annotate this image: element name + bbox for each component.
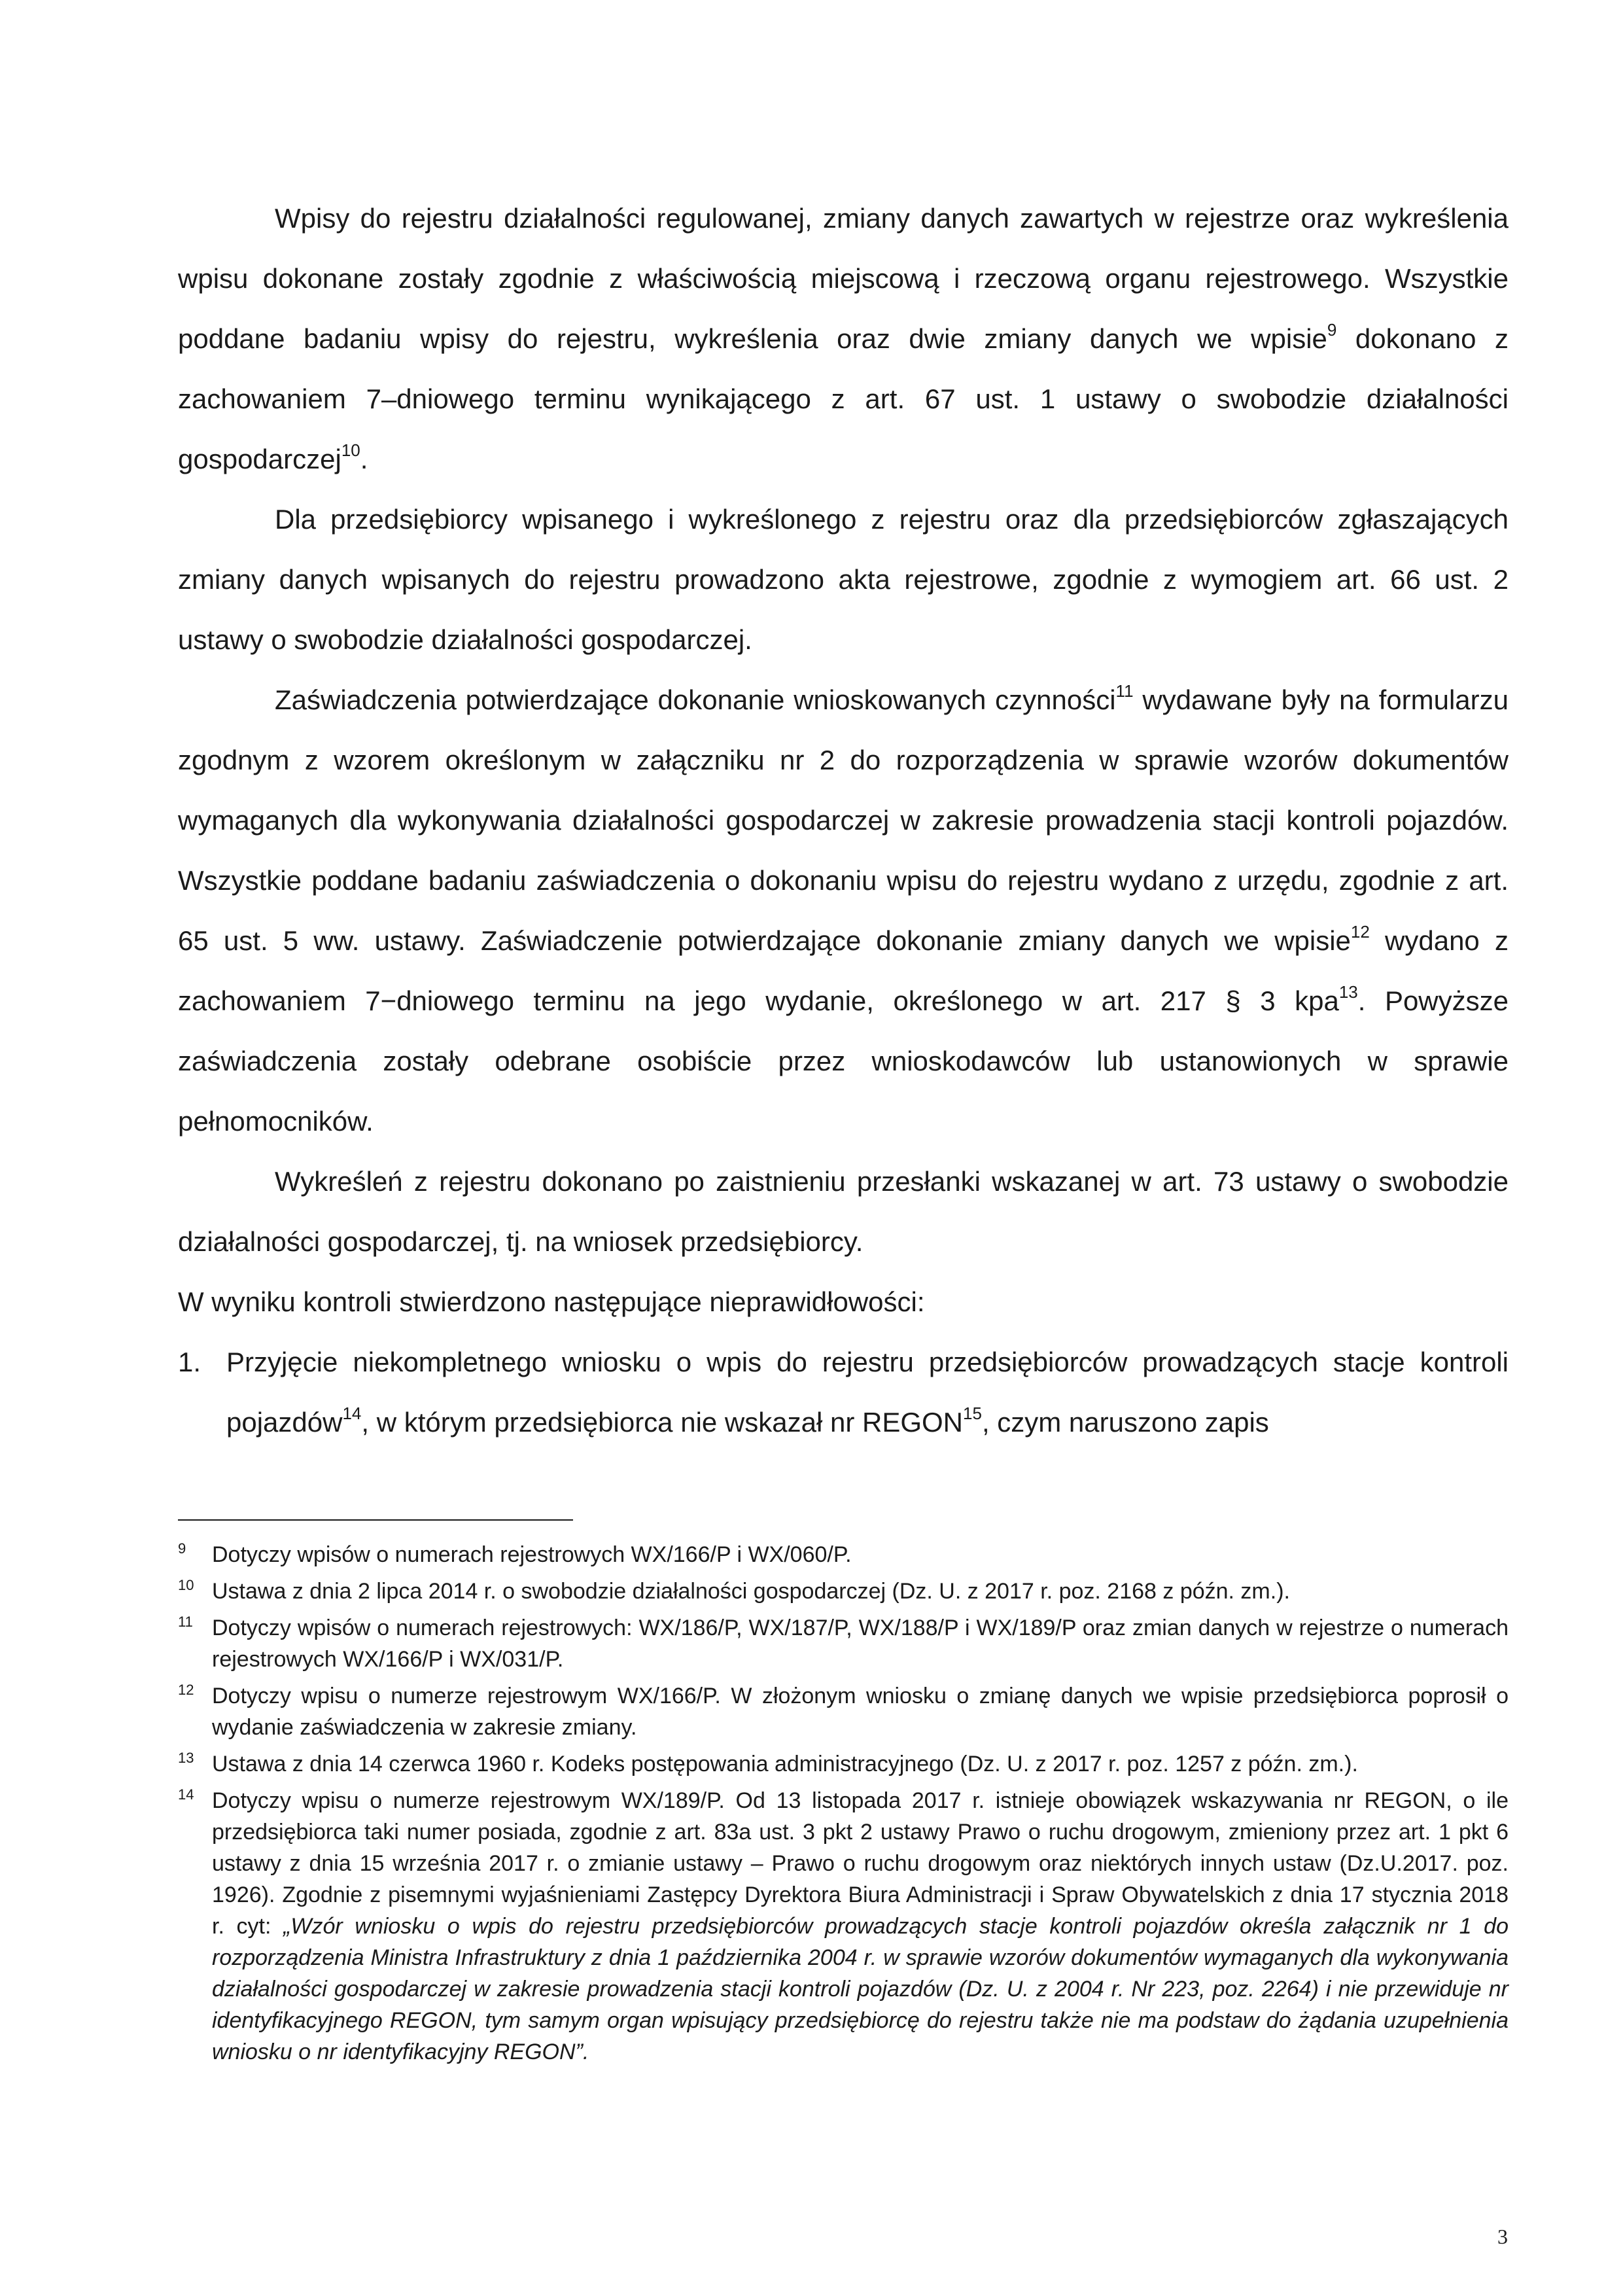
paragraph-4: Wykreśleń z rejestru dokonano po zaistnieniu przesłanki wskazanej w art. 73 ustawy o swobodzie działalności gospodarczej, tj. na wniosek przedsiębiorcy.: [178, 1166, 1509, 1257]
footnote-ref-10: 10: [341, 440, 360, 460]
footnote-ref-9: 9: [1327, 320, 1337, 340]
footnote-ref-14: 14: [342, 1404, 362, 1423]
footnote-quote: „Wzór wniosku o wpis do rejestru przedsiębiorców prowadzących stacje kontroli pojazdów określa załącznik nr 1 do rozporządzenia Ministra Infrastruktury z dnia 1 października 2004 r. w sprawie wzorów dokumentów wymaganych dla wykonywania działalności gospodarczej w zakresie prowadzenia stacji kontroli pojazdów (Dz. U. z 2004 r. Nr 223, poz. 2264) i nie przewiduje nr identyfikacyjnego REGON, tym samym organ wpisujący przedsiębiorcę do rejestru także nie ma podstaw do żądania uzupełnienia wniosku o nr identyfikacyjny REGON”.: [212, 1914, 1509, 2064]
paragraph-3-text-c: wydano z zachowaniem 7−dniowego terminu na jego wydanie, określonego w art. 217 § 3 kpa: [178, 925, 1509, 1016]
footnote-number: 14: [178, 1786, 194, 1803]
footnote-number: 9: [178, 1540, 186, 1557]
footnote-text: Ustawa z dnia 2 lipca 2014 r. o swobodzie działalności gospodarczej (Dz. U. z 2017 r. poz. 2168 z późn. zm.).: [212, 1579, 1290, 1604]
footnote-text: Ustawa z dnia 14 czerwca 1960 r. Kodeks postępowania administracyjnego (Dz. U. z 2017 r. poz. 1257 z późn. zm.).: [212, 1752, 1358, 1776]
footnote-text: Dotyczy wpisu o numerze rejestrowym WX/166/P. W złożonym wniosku o zmianę danych we wpisie przedsiębiorca poprosił o wydanie zaświadczenia w zakresie zmiany.: [212, 1684, 1509, 1740]
footnote-11: [178, 1612, 1509, 1675]
body-text: [178, 188, 1509, 1453]
footnote-number: 13: [178, 1750, 194, 1766]
list-item-1: [178, 1332, 1509, 1453]
footnote-number: 11: [178, 1614, 193, 1630]
footnote-text: Dotyczy wpisów o numerach rejestrowych WX/166/P i WX/060/P.: [212, 1542, 852, 1567]
paragraph-1: [178, 188, 1509, 489]
paragraph-1-text-c: .: [360, 444, 368, 474]
footnote-text-plain: Dotyczy wpisu o numerze rejestrowym WX/189/P. Od 13 listopada 2017 r. istnieje obowiązek wskazywania nr REGON, o ile przedsiębiorca taki numer posiada, zgodnie z art. 83a ust. 3 pkt 2 ustawy Prawo o ruchu drogowym, zmieniony przez art. 1 pkt 6 ustawy z dnia 15 września 2017 r. o zmianie ustawy – Prawo o ruchu drogowym oraz niektórych innych ustaw (Dz.U.2017. poz. 1926). Zgodnie z pisemnymi wyjaśnieniami Zastępcy Dyrektora Biura Administracji i Spraw Obywatelskich z dnia 17 stycznia 2018 r. cyt:: [212, 1788, 1509, 1939]
footnote-10: [178, 1576, 1509, 1607]
footnote-text: [212, 1785, 1509, 2068]
paragraph-2: Dla przedsiębiorcy wpisanego i wykreślonego z rejestru oraz dla przedsiębiorców zgłaszających zmiany danych wpisanych do rejestru prowadzono akta rejestrowe, zgodnie z wymogiem art. 66 ust. 2 ustawy o swobodzie działalności gospodarczej.: [178, 504, 1509, 655]
paragraph-3: [178, 670, 1509, 1152]
footnote-14: [178, 1785, 1509, 2068]
footnotes: [178, 1539, 1509, 2073]
footnote-ref-12: 12: [1350, 922, 1370, 942]
footnote-number: 10: [178, 1577, 194, 1593]
paragraph-3-text-d: . Powyższe zaświadczenia zostały odebrane osobiście przez wnioskodawców lub ustanowionych w sprawie pełnomocników.: [178, 985, 1509, 1137]
list-item-text: [226, 1332, 1509, 1453]
footnote-separator: [178, 1519, 573, 1521]
footnote-13: [178, 1748, 1509, 1780]
footnote-ref-11: 11: [1115, 681, 1134, 701]
footnote-number: 12: [178, 1682, 194, 1698]
list-item-text-b: , w którym przedsiębiorca nie wskazał nr REGON: [361, 1407, 964, 1438]
paragraph-3-text-b: wydawane były na formularzu zgodnym z wzorem określonym w załączniku nr 2 do rozporządzenia w sprawie wzorów dokumentów wymaganych dla wykonywania działalności gospodarczej w zakresie prowadzenia stacji kontroli pojazdów. Wszystkie poddane badaniu zaświadczenia o dokonaniu wpisu do rejestru wydano z urzędu, zgodnie z art. 65 ust. 5 ww. ustawy. Zaświadczenie potwierdzające dokonanie zmiany danych we wpisie: [178, 684, 1509, 956]
footnote-9: [178, 1539, 1509, 1570]
paragraph-3-text-a: Zaświadczenia potwierdzające dokonanie wnioskowanych czynności: [275, 684, 1116, 715]
paragraph-1-text-b: dokonano z zachowaniem 7–dniowego terminu wynikającego z art. 67 ust. 1 ustawy o swobodzie działalności gospodarczej: [178, 323, 1509, 474]
footnote-ref-13: 13: [1338, 982, 1358, 1002]
paragraph-1-text-a: Wpisy do rejestru działalności regulowanej, zmiany danych zawartych w rejestrze oraz wykreślenia wpisu dokonane zostały zgodnie z właściwością miejscową i rzeczową organu rejestrowego. Wszystkie poddane badaniu wpisy do rejestru, wykreślenia oraz dwie zmiany danych we wpisie: [178, 203, 1509, 354]
list-item-number: 1.: [178, 1347, 201, 1377]
list-item-text-c: , czym naruszono zapis: [981, 1407, 1269, 1438]
footnote-ref-15: 15: [963, 1404, 982, 1423]
paragraph-5: W wyniku kontroli stwierdzono następujące nieprawidłowości:: [178, 1286, 925, 1317]
list-item-text-a: Przyjęcie niekompletnego wniosku o wpis do rejestru przedsiębiorców prowadzących stacje kontroli pojazdów: [226, 1347, 1509, 1438]
footnote-12: [178, 1680, 1509, 1743]
footnote-text: Dotyczy wpisów o numerach rejestrowych: WX/186/P, WX/187/P, WX/188/P i WX/189/P oraz zmian danych w rejestrze o numerach rejestrowych WX/166/P i WX/031/P.: [212, 1616, 1509, 1672]
page-number: 3: [1497, 2225, 1508, 2248]
